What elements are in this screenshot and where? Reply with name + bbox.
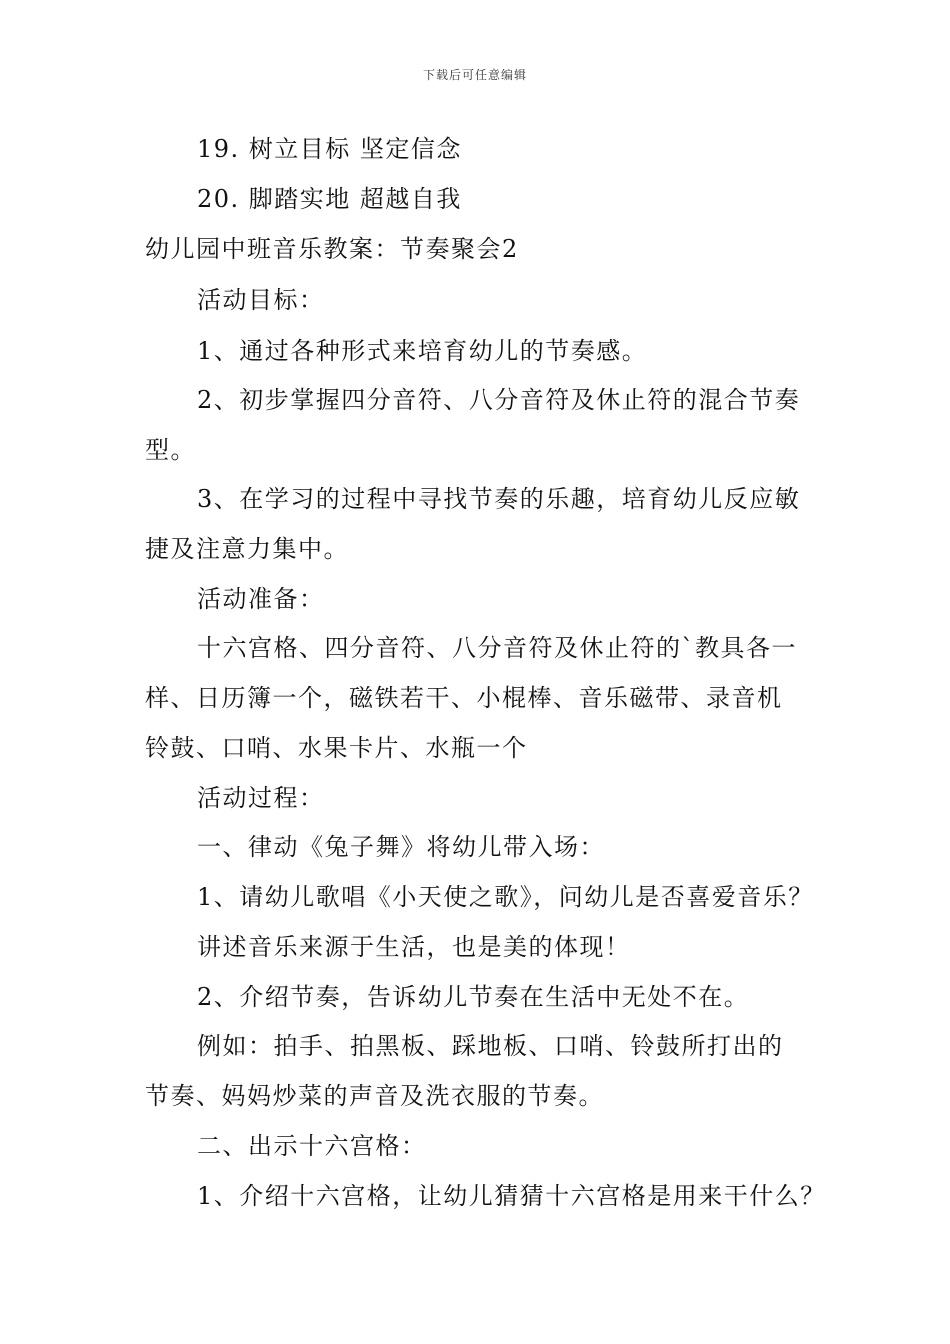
text-line: 讲述音乐来源于生活，也是美的体现！ [197, 933, 631, 961]
text-line: 1、介绍十六宫格，让幼儿猜猜十六宫格是用来干什么？ [197, 1182, 826, 1210]
text-line: 捷及注意力集中。 [145, 535, 349, 563]
text-line: 3、在学习的过程中寻找节奏的乐趣，培育幼儿反应敏 [197, 485, 801, 513]
text-line: 2、初步掌握四分音符、八分音符及休止符的混合节奏 [197, 386, 801, 414]
page-header: 下载后可任意编辑 [422, 68, 527, 82]
text-line: 20. 脚踏实地 超越自我 [197, 185, 462, 213]
text-line: 样、日历簿一个，磁铁若干、小棍棒、音乐磁带、录音机 [145, 684, 783, 712]
text-line: 节奏、妈妈炒菜的声音及洗衣服的节奏。 [145, 1082, 604, 1110]
text-line: 十六宫格、四分音符、八分音符及休止符的`教具各一 [197, 634, 797, 662]
section-heading: 活动准备： [197, 585, 325, 613]
text-line: 型。 [145, 436, 196, 464]
text-line: 2、介绍节奏，告诉幼儿节奏在生活中无处不在。 [197, 983, 750, 1011]
text-line: 19. 树立目标 坚定信念 [197, 135, 462, 163]
text-line: 1、请幼儿歌唱《小天使之歌》，问幼儿是否喜爱音乐？ [197, 883, 814, 911]
text-line: 1、通过各种形式来培育幼儿的节奏感。 [197, 337, 648, 365]
text-line: 一、律动《兔子舞》将幼儿带入场： [197, 833, 605, 861]
text-line: 二、出示十六宫格： [197, 1132, 427, 1160]
section-title: 幼儿园中班音乐教案：节奏聚会2 [145, 235, 519, 263]
section-heading: 活动过程： [197, 784, 325, 812]
text-line: 铃鼓、口哨、水果卡片、水瓶一个 [145, 734, 528, 762]
text-line: 例如：拍手、拍黑板、踩地板、口哨、铃鼓所打出的 [197, 1032, 784, 1060]
section-heading: 活动目标： [197, 286, 325, 314]
